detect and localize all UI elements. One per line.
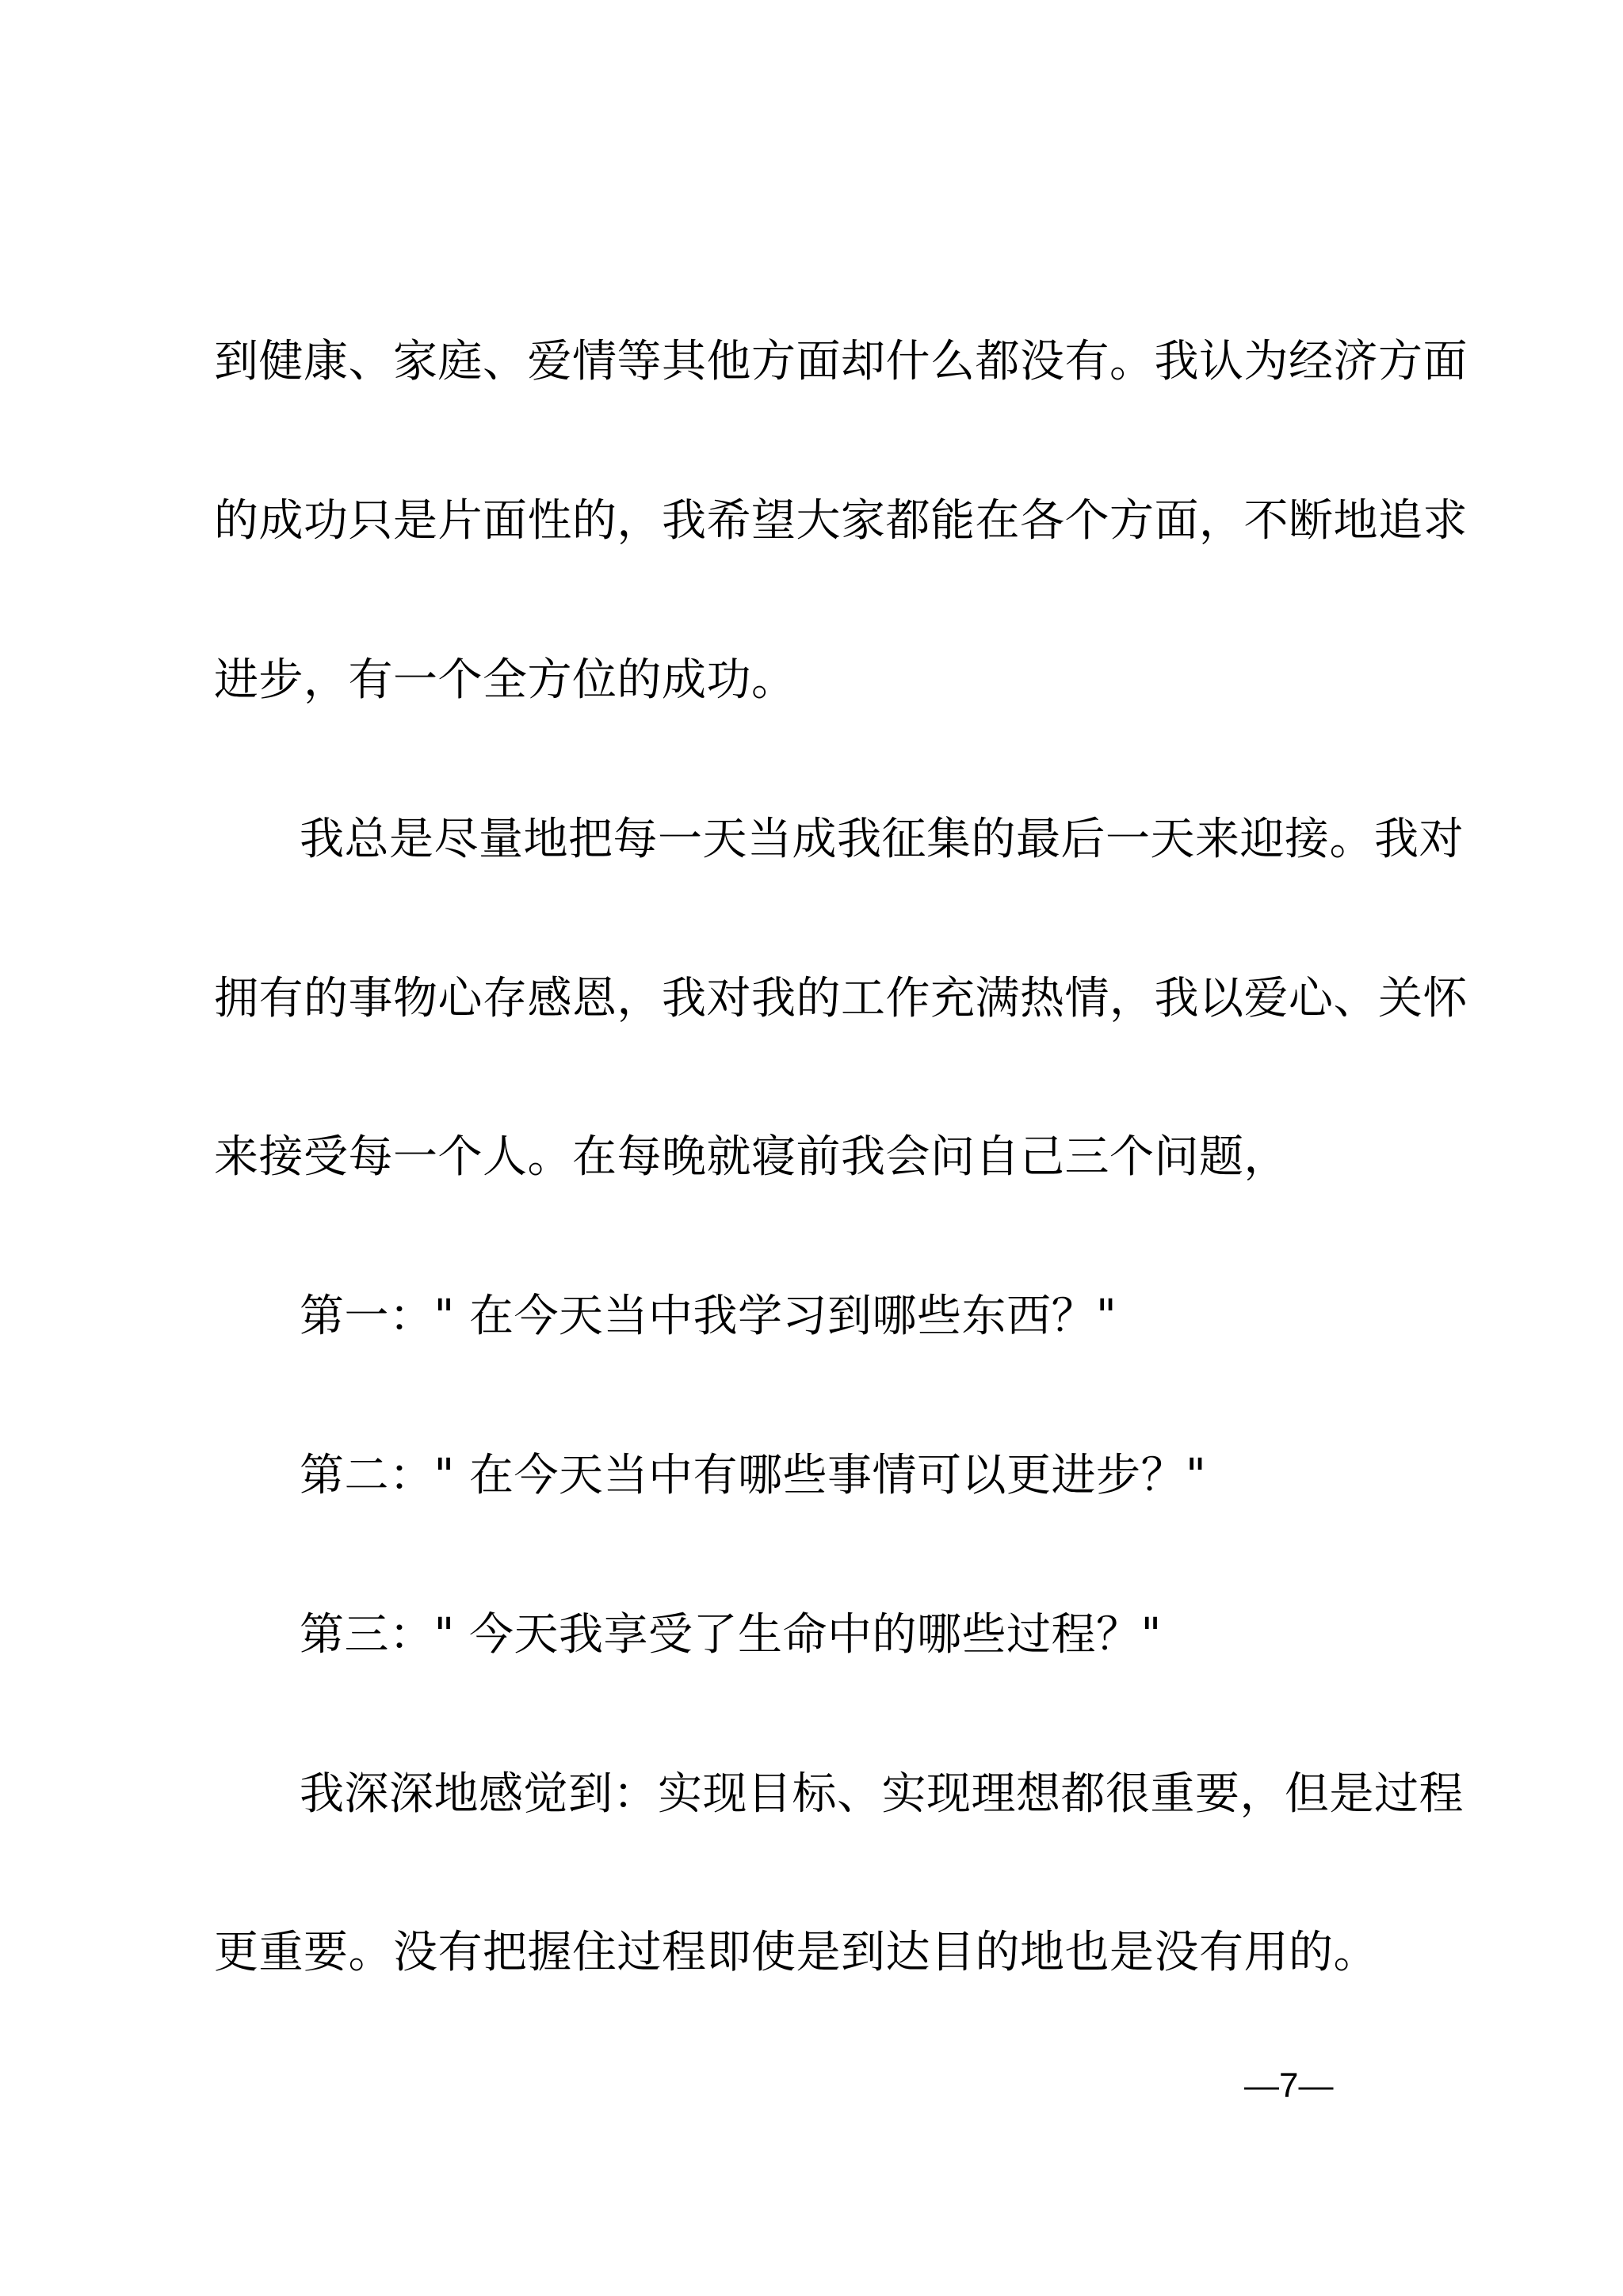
text-line-5: 拥有的事物心存感恩，我对我的工作充满热情，我以爱心、关怀: [214, 973, 1468, 1024]
text-line-11: 更重要。没有把握住过程即使是到达目的地也是没有用的。: [214, 1927, 1378, 1978]
text-line-4: 我总是尽量地把每一天当成我征集的最后一天来迎接。我对: [300, 814, 1464, 865]
question-line-1: 第一：" 在今天当中我学习到哪些东西？": [300, 1291, 1117, 1342]
page-number: —7—: [1244, 2066, 1334, 2105]
text-line-10: 我深深地感觉到：实现目标、实现理想都很重要，但是过程: [300, 1768, 1464, 1820]
text-line-1: 到健康、家庭、爱情等其他方面却什么都没有。我认为经济方面: [214, 336, 1468, 387]
question-line-3: 第三：" 今天我享受了生命中的哪些过程？": [300, 1609, 1162, 1661]
text-line-2: 的成功只是片面性的，我希望大家都能在各个方面，不断地追求: [214, 495, 1468, 547]
text-line-6: 来接受每一个人。在每晚就寝前我会问自己三个问题，: [214, 1131, 1289, 1183]
text-line-3: 进步，有一个全方位的成功。: [214, 654, 796, 706]
question-line-2: 第二：" 在今天当中有哪些事情可以更进步？": [300, 1450, 1207, 1501]
